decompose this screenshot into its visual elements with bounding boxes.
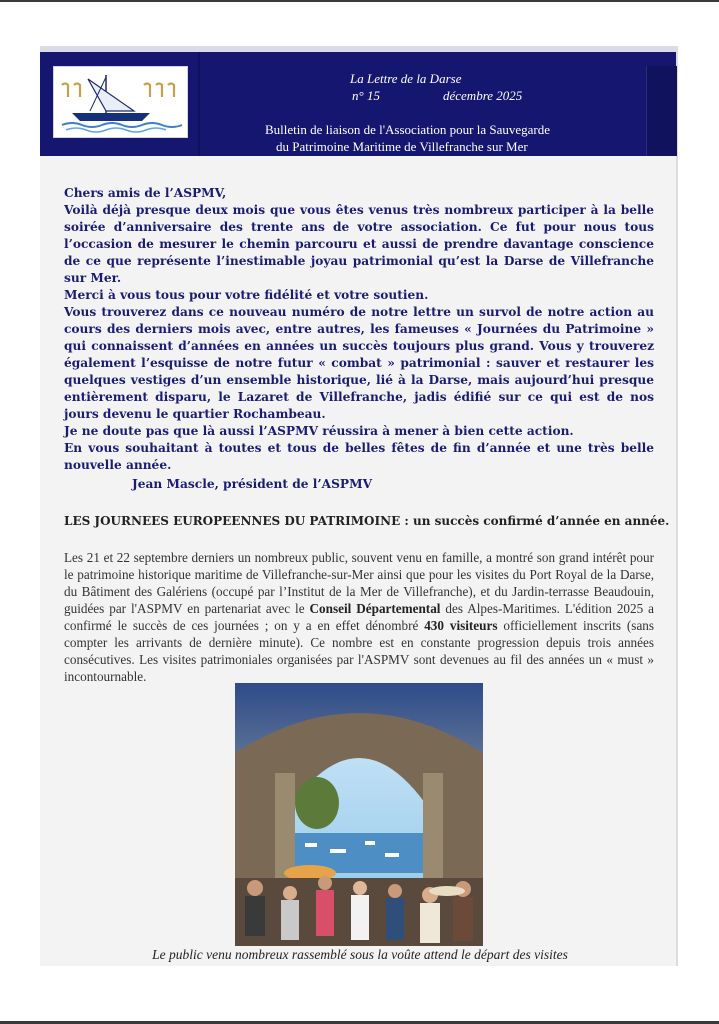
section-body bbox=[64, 549, 654, 685]
letter-paragraph-2: Merci à vous tous pour votre fidélité et votre soutien. bbox=[64, 288, 429, 302]
header-divider bbox=[198, 52, 200, 156]
photo-caption: Le public venu nombreux rassemblé sous la voûte attend le départ des visites bbox=[152, 947, 568, 962]
subtitle-line-1: Bulletin de liaison de l'Association pour la Sauvegarde bbox=[265, 122, 551, 137]
photo-illustration bbox=[235, 683, 483, 946]
issue-number: n° 15 bbox=[352, 88, 380, 103]
letter-greeting: Chers amis de l’ASPMV, bbox=[64, 186, 227, 200]
section-heading-main: LES JOURNEES EUROPEENNES DU PATRIMOINE : bbox=[64, 514, 409, 528]
section-heading bbox=[64, 514, 670, 528]
issue-date: décembre 2025 bbox=[443, 88, 523, 103]
window-top-border bbox=[0, 0, 719, 2]
section-body-bold-2: 430 visiteurs bbox=[424, 618, 498, 633]
letter-paragraph-3: Vous trouverez dans ce nouveau numéro de notre lettre un survol de notre action au cours des derniers mois avec, entre autres, les fameuses « Journées du Patrimoine » qui connaissent d’années en années un succès toujours plus grand. Vous y trouverez également l’esquisse de notre futur « combat » patrimonial : sauver et restaurer les quelques vestiges d’un ensemble historique, lié à la Darse, mais aujourd’hui presque entièrement disparu, le Lazaret de Villefranche, jadis édifié sur ce qui est de nos jours devenu le quartier Rochambeau. bbox=[64, 305, 654, 421]
sailboat-icon bbox=[54, 67, 187, 137]
section-body-part-1: Les 21 et 22 septembre derniers un nombreux public, souvent venu en famille, a montré son grand intérêt pour le patrimoine historique maritime de Villefranche-sur-Mer ainsi que pour les visites du Port Royal de la Darse, du Bâtiment des Galériens (occupé par l’Institut de la Mer de Villefranche), et du Jardin-terrasse Beaudouin, guidées par l'ASPMV en partenariat avec le bbox=[64, 550, 654, 616]
section-body-part-3: officiellement inscrits (sans compter les arrivants de dernière minute). Ce nombre est en constante progression depuis trois années consécutives. Les visites patrimoniales organisées par l'ASPMV sont devenues au fil des années un « must » incontournable. bbox=[64, 618, 655, 684]
section-body-part-2: des Alpes-Maritimes. L'édition 2025 a confirmé le succès de ces journées ; on y a en effet dénombré bbox=[64, 601, 655, 633]
president-letter bbox=[64, 185, 654, 493]
letter-paragraph-4: Je ne doute pas que là aussi l’ASPMV réussira à mener à bien cette action. bbox=[64, 424, 574, 438]
letter-paragraph-1: Voilà déjà presque deux mois que vous êtes venus très nombreux participer à la belle soirée d’anniversaire des trente ans de votre association. Ce fut pour nous tous l’occasion de mesurer le chemin parcouru et aussi de prendre davantage conscience de ce que représente l’inestimable joyau patrimonial qu’est la Darse de Villefranche sur Mer. bbox=[64, 203, 654, 285]
page-shadow bbox=[676, 46, 678, 966]
letter-signature: Jean Mascle, président de l’ASPMV bbox=[132, 477, 373, 491]
letter-paragraph-5: En vous souhaitant à toutes et tous de belles fêtes de fin d’année et une très belle nouvelle année. bbox=[64, 441, 654, 472]
section-heading-rest: un succès confirmé d’année en année. bbox=[413, 514, 670, 528]
newsletter-page bbox=[40, 46, 676, 966]
sailboat-logo-icon bbox=[53, 66, 188, 138]
section-body-bold-1: Conseil Départemental bbox=[309, 601, 441, 616]
header-band bbox=[40, 46, 676, 156]
header-top-line bbox=[40, 46, 676, 52]
vault-crowd-photo bbox=[235, 683, 483, 946]
subtitle-line-2: du Patrimoine Maritime de Villefranche sur Mer bbox=[276, 139, 528, 154]
newsletter-title: La Lettre de la Darse bbox=[350, 71, 462, 86]
header-right-panel bbox=[646, 66, 677, 156]
